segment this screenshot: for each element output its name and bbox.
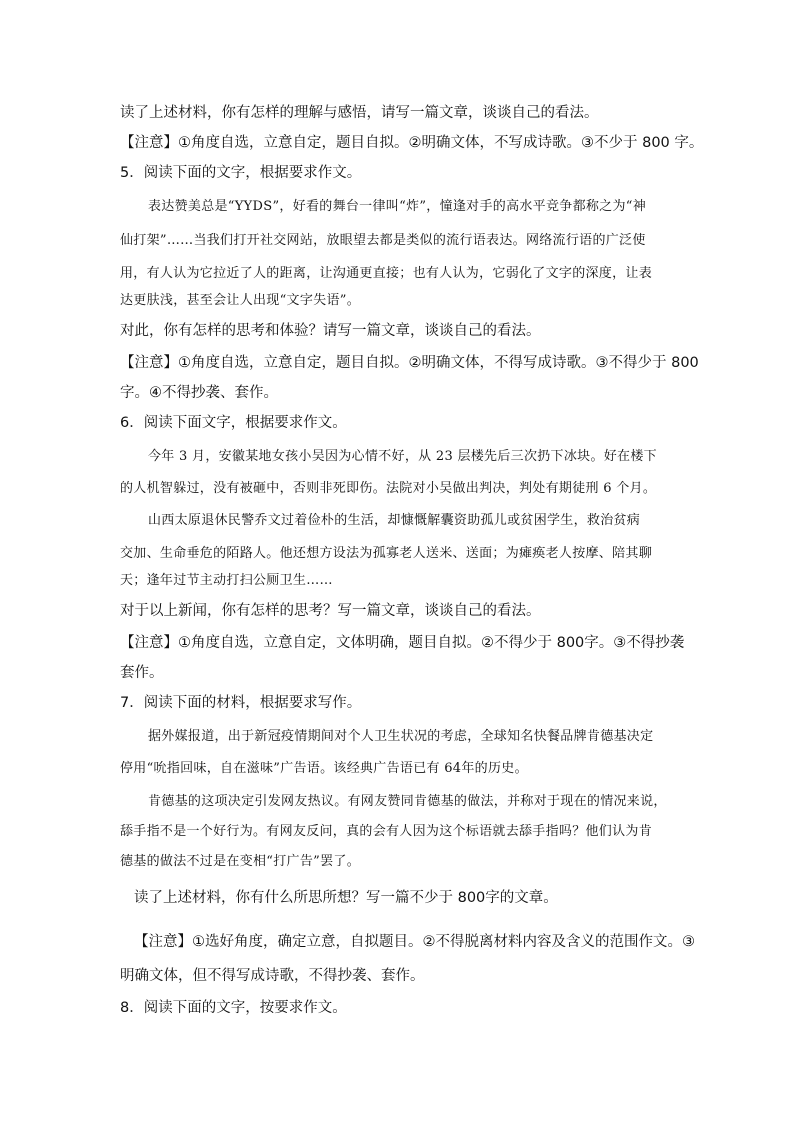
paragraph: 读了上述材料，你有怎样的理解与感悟，请写一篇文章，谈谈自己的看法。 [120, 105, 599, 121]
material-line: 表达赞美总是“YYDS”，好看的舞台一律叫“炸”，憧逢对手的高水平竞争都称之为“神 [148, 199, 647, 214]
paragraph: 读了上述材料，你有什么所思所想？写一篇不少于 800字的文章。 [134, 890, 558, 906]
note-line: 明确文体，但不得写成诗歌，不得抄袭、套作。 [120, 968, 425, 984]
note-line: 字。④不得抄袭、套作。 [120, 385, 278, 401]
material-line: 德基的做法不过是在变相“打广告”罢了。 [120, 854, 360, 869]
material-line: 肯德基的这项决定引发网友热议。有网友赞同肯德基的做法，并称对于现在的情况来说， [148, 794, 667, 809]
question-heading: 6．阅读下面文字，根据要求作文。 [120, 415, 347, 431]
question-heading: 5．阅读下面的文字，根据要求作文。 [120, 165, 362, 181]
material-line: 今年 3 月，安徽某地女孩小吴因为心情不好，从 23 层楼先后三次扔下冰块。好在楼下 [148, 449, 657, 464]
paragraph: 对此，你有怎样的思考和体验？请写一篇文章，谈谈自己的看法。 [120, 323, 541, 339]
paragraph: 对于以上新闻，你有怎样的思考？写一篇文章，谈谈自己的看法。 [120, 603, 541, 619]
material-line: 停用“吮指回味，自在滋味”广告语。该经典广告语已有 64年的历史。 [120, 761, 528, 776]
material-line: 山西太原退休民警乔文过着俭朴的生活，却慷慨解囊资助孤儿或贫困学生，救治贫病 [148, 513, 641, 528]
note-line: 【注意】①选好角度，确定立意，自拟题目。②不得脱离材料内容及含义的范围作文。③ [134, 934, 695, 950]
note-line: 【注意】①角度自选，立意自定，题目自拟。②明确文体，不写成诗歌。③不少于 800 字。 [120, 135, 704, 151]
material-line: 天；逢年过节主动打扫公厕卫生…… [120, 573, 333, 588]
material-line: 交加、生命垂危的陌路人。他还想方设法为孤寡老人送米、送面；为瘫痪老人按摩、陪其聊 [120, 546, 653, 561]
question-heading: 8．阅读下面的文字，按要求作文。 [120, 1000, 347, 1016]
note-line: 套作。 [120, 665, 164, 681]
material-line: 的人机智躲过，没有被砸中，否则非死即伤。法院对小吴做出判决，判处有期徒刑 6 个月。 [120, 481, 657, 496]
material-line: 用，有人认为它拉近了人的距离，让沟通更直接；也有人认为，它弱化了文字的深度，让表 [120, 266, 653, 281]
note-line: 【注意】①角度自选，立意自定，题目自拟。②明确文体，不得写成诗歌。③不得少于 800 [120, 355, 699, 371]
material-line: 仙打架”……当我们打开社交网站，放眼望去都是类似的流行语表达。网络流行语的广泛使 [120, 233, 646, 248]
material-line: 达更肤浅，甚至会让人出现“文字失语”。 [120, 293, 360, 308]
material-line: 据外媒报道，出于新冠疫情期间对个人卫生状况的考虑，全球知名快餐品牌肯德基决定 [148, 729, 654, 744]
material-line: 舔手指不是一个好行为。有网友反问，真的会有人因为这个标语就去舔手指吗？他们认为肯 [120, 824, 653, 839]
question-heading: 7．阅读下面的材料，根据要求写作。 [120, 695, 362, 711]
note-line: 【注意】①角度自选，立意自定，文体明确，题目自拟。②不得少于 800字。③不得抄袭 [120, 635, 685, 651]
